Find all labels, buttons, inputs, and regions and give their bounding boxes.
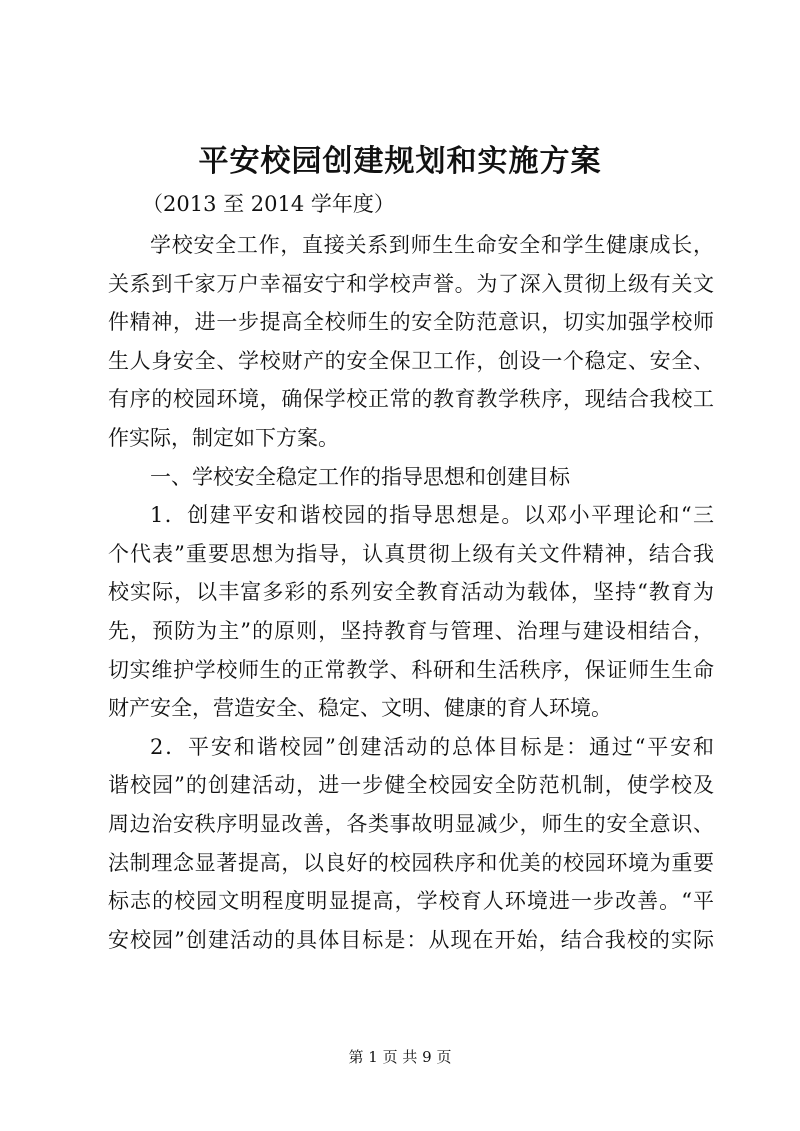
body-line: 切实维护学校师生的正常教学、科研和生活秩序，保证师生生命 xyxy=(108,657,714,682)
body-line: 生人身安全、学校财产的安全保卫工作，创设一个稳定、安全、 xyxy=(108,348,714,373)
body-line: 周边治安秩序明显改善，各类事故明显减少，师生的安全意识、 xyxy=(108,811,714,836)
document-body xyxy=(108,226,714,959)
body-line: 校实际，以丰富多彩的系列安全教育活动为载体，坚持“教育为 xyxy=(108,580,714,605)
body-line: 学校安全工作，直接关系到师生生命安全和学生健康成长， xyxy=(150,233,714,257)
body-line: 谐校园”的创建活动，进一步健全校园安全防范机制，使学校及 xyxy=(108,773,714,798)
body-line: 件精神，进一步提高全校师生的安全防范意识，切实加强学校师 xyxy=(108,310,714,335)
body-line: 2．平安和谐校园”创建活动的总体目标是：通过“平安和 xyxy=(150,734,714,759)
body-line: 关系到千家万户幸福安宁和学校声誉。为了深入贯彻上级有关文 xyxy=(108,271,714,296)
body-line: 先，预防为主”的原则，坚持教育与管理、治理与建设相结合， xyxy=(108,618,714,643)
body-line: 1．创建平安和谐校园的指导思想是。以邓小平理论和“三 xyxy=(150,503,714,528)
body-line: 法制理念显著提高，以良好的校园秩序和优美的校园环境为重要 xyxy=(108,850,714,875)
document-title: 平安校园创建规划和实施方案 xyxy=(198,144,602,179)
document-subtitle: （2013 至 2014 学年度） xyxy=(142,192,395,216)
body-line: 财产安全，营造安全、稳定、文明、健康的育人环境。 xyxy=(108,696,612,721)
body-line: 个代表”重要思想为指导，认真贯彻上级有关文件精神，结合我 xyxy=(108,541,714,566)
section-heading: 一、学校安全稳定工作的指导思想和创建目标 xyxy=(150,464,570,489)
body-line: 标志的校园文明程度明显提高，学校育人环境进一步改善。“平 xyxy=(108,889,714,914)
body-line: 安校园”创建活动的具体目标是：从现在开始，结合我校的实际 xyxy=(108,927,714,952)
body-line: 有序的校园环境，确保学校正常的教育教学秩序，现结合我校工 xyxy=(108,387,714,412)
body-line: 作实际，制定如下方案。 xyxy=(108,425,339,450)
page-number-footer: 第 1 页 共 9 页 xyxy=(348,1048,452,1066)
